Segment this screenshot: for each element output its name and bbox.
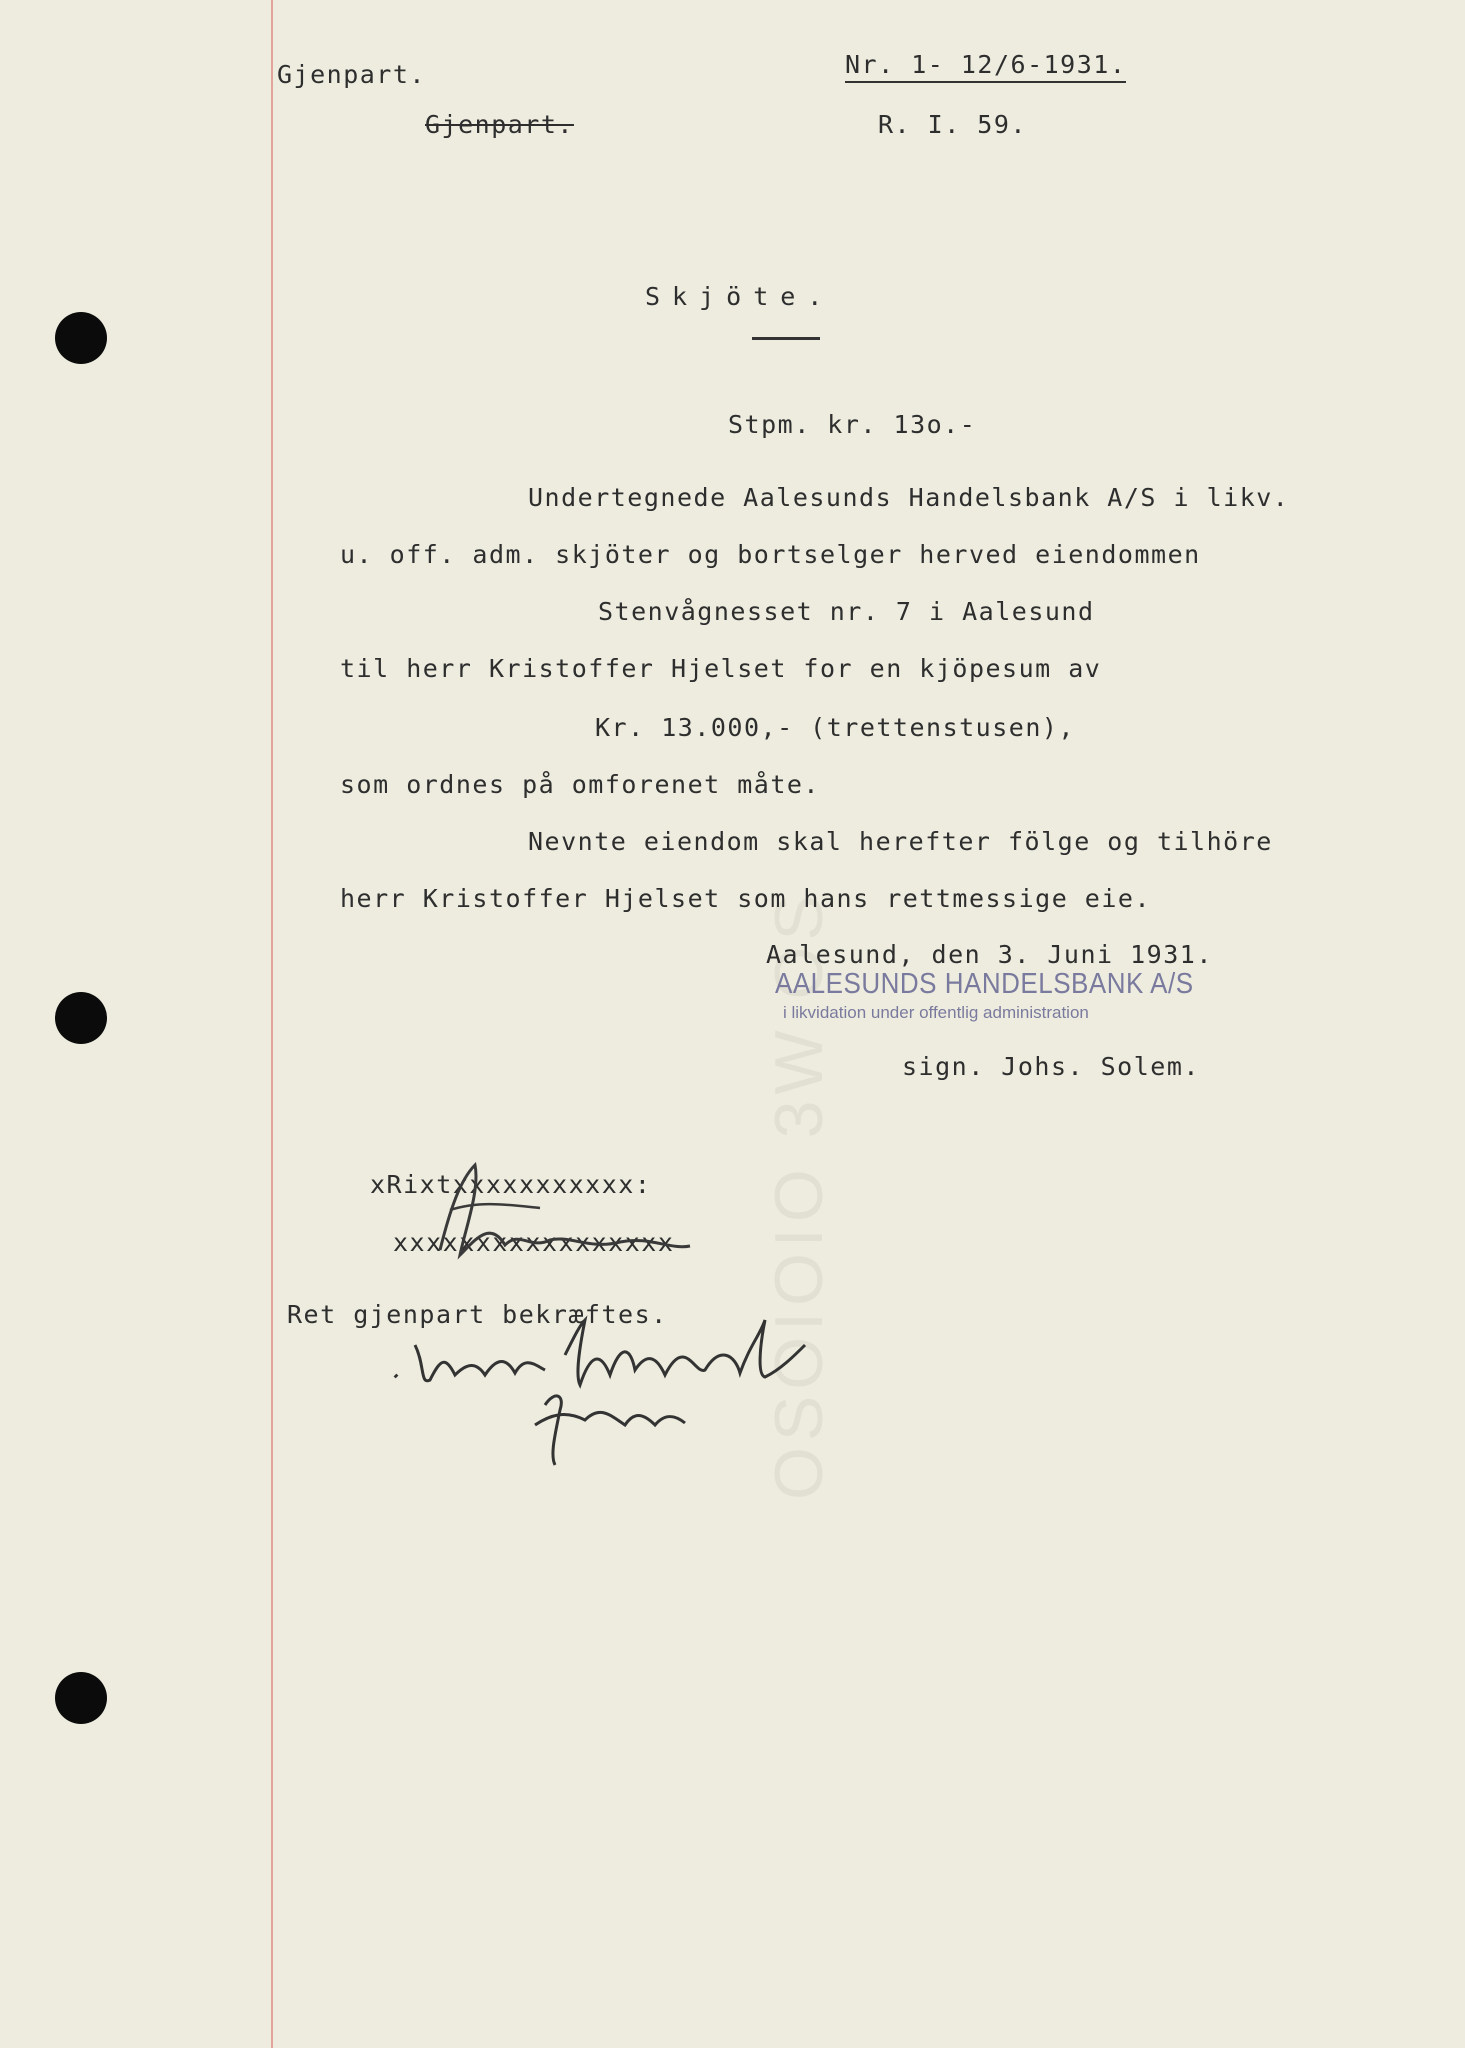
body-line: til herr Kristoffer Hjelset for en kjöpesum av <box>340 654 1102 683</box>
bank-stamp-subline: i likvidation under offentlig administration <box>783 1003 1089 1022</box>
punch-hole <box>55 312 107 364</box>
body-line: som ordnes på omforenet måte. <box>340 770 820 799</box>
body-line: Nevnte eiendom skal herefter fölge og tilhöre <box>528 827 1273 856</box>
punch-hole <box>55 1672 107 1724</box>
reference-number: R. I. 59. <box>878 110 1027 139</box>
stamp-fee: Stpm. kr. 13o.- <box>728 410 977 439</box>
title-rule <box>752 337 820 340</box>
margin-line <box>271 0 273 2048</box>
certification-text: Ret gjenpart bekræftes. <box>287 1300 668 1329</box>
body-line: Stenvågnesset nr. 7 i Aalesund <box>598 597 1095 626</box>
place-date: Aalesund, den 3. Juni 1931. <box>766 940 1213 969</box>
bank-stamp: AALESUNDS HANDELSBANK A/S <box>775 966 1194 1000</box>
watermark: OSOIOIO 3W OS <box>761 889 837 1500</box>
handwritten-signature <box>385 1315 855 1475</box>
body-line: u. off. adm. skjöter og bortselger herved eiendommen <box>340 540 1201 569</box>
body-line: herr Kristoffer Hjelset som hans rettmessige eie. <box>340 884 1152 913</box>
document-number: Nr. 1- 12/6-1931. <box>845 50 1126 83</box>
header-struck-label: Gjenpart. <box>425 110 574 139</box>
signature-line: sign. Johs. Solem. <box>902 1052 1200 1081</box>
document-title: Skjöte. <box>645 282 835 311</box>
body-line: Kr. 13.000,- (trettenstusen), <box>595 713 1075 742</box>
struck-text: xxxxxxxxxxxxxxxxx <box>393 1228 675 1257</box>
handwritten-scribble <box>420 1150 710 1280</box>
punch-hole <box>55 992 107 1044</box>
header-left-label: Gjenpart. <box>277 60 426 89</box>
struck-text: xRixtxxxxxxxxxxx: <box>370 1170 652 1199</box>
body-line: Undertegnede Aalesunds Handelsbank A/S i likv. <box>528 483 1290 512</box>
